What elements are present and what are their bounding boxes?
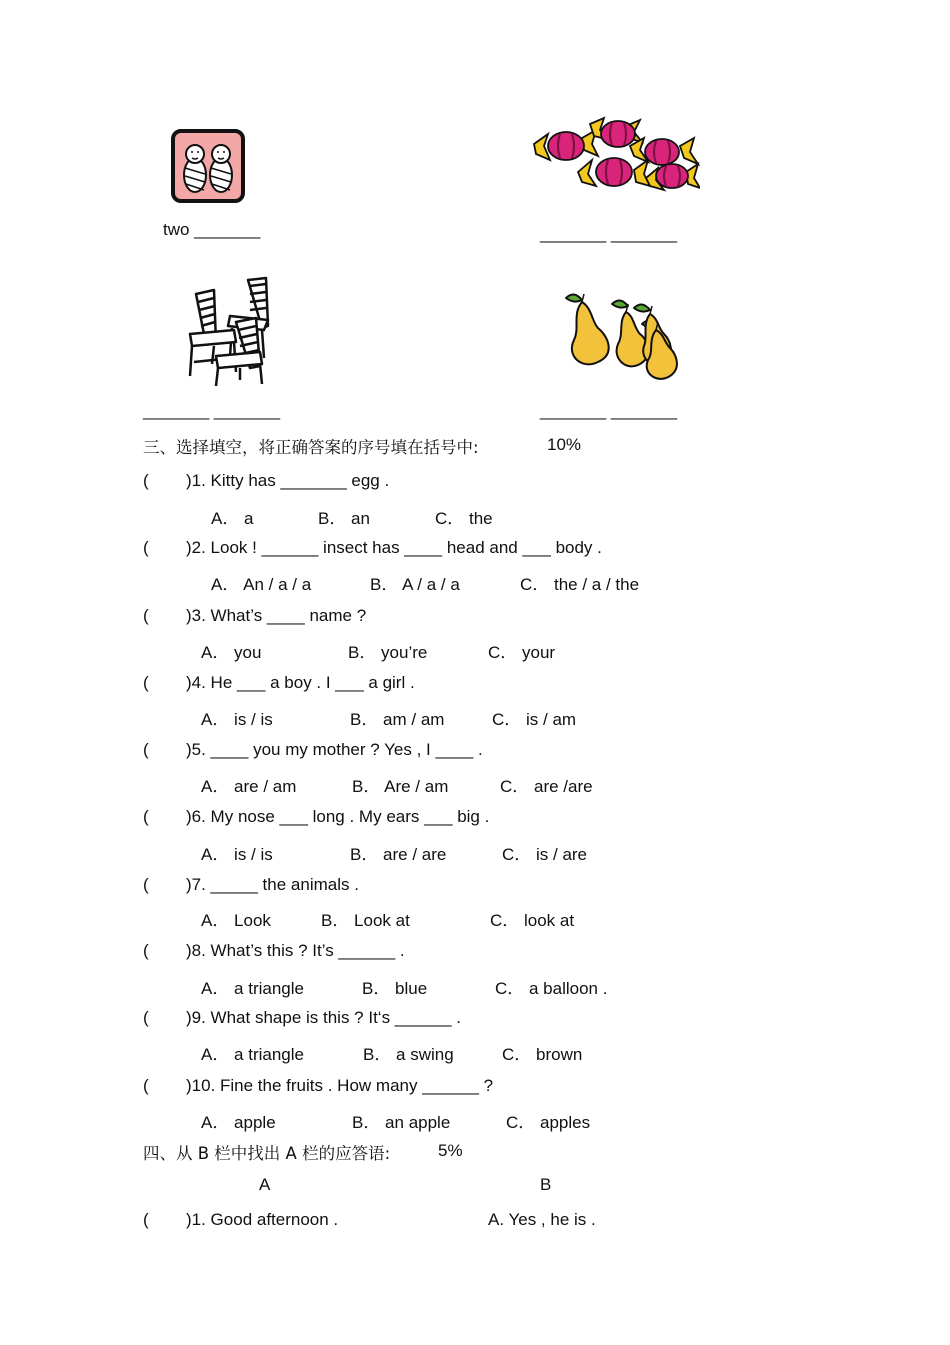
option-b: B． Are / am [352, 777, 449, 796]
question-stem: )3. What’s ____ name ? [186, 606, 367, 625]
answer-paren[interactable]: ( [143, 875, 149, 894]
question-stem: )1. Kitty has _______ egg . [186, 471, 390, 490]
chairs-icon [184, 276, 274, 388]
chairs-picture [184, 276, 274, 393]
option-b: B． Look at [321, 911, 410, 930]
twin-babies-icon [170, 128, 246, 204]
candies-icon [530, 116, 700, 192]
option-c: C． is / are [502, 845, 588, 864]
answer-paren[interactable]: ( [143, 471, 149, 490]
candies-picture [530, 116, 700, 197]
pears-caption: _______ _______ [540, 401, 678, 420]
pears-icon [558, 288, 682, 384]
option-c: C． look at [490, 911, 575, 930]
answer-paren[interactable]: ( [143, 941, 149, 960]
option-b: B． A / a / a [370, 575, 460, 594]
option-c: C． the [435, 509, 493, 528]
answer-paren[interactable]: ( [143, 538, 149, 557]
question-stem: )10. Fine the fruits . How many ______ ? [186, 1076, 494, 1095]
question-stem: )4. He ___ a boy . I ___ a girl . [186, 673, 415, 692]
question-stem: )5. ____ you my mother ? Yes , I ____ . [186, 740, 483, 759]
section3-score: 10% [547, 435, 582, 454]
option-a: A． is / is [201, 710, 273, 729]
pears-picture [558, 288, 682, 389]
match-item-a: )1. Good afternoon . [186, 1210, 339, 1229]
question-stem: )9. What shape is this ? It‘s ______ . [186, 1008, 461, 1027]
question-stem: )2. Look ! ______ insect has ____ head and ___ body . [186, 538, 602, 557]
column-b-header: B [540, 1175, 552, 1194]
option-a: A． are / am [201, 777, 297, 796]
option-b: B． a swing [363, 1045, 454, 1064]
question-stem: )6. My nose ___ long . My ears ___ big . [186, 807, 490, 826]
twin-babies-picture [170, 128, 246, 209]
section4-heading: 四、从 B 栏中找出 A 栏的应答语: [143, 1144, 391, 1163]
section3-heading: 三、选择填空，将正确答案的序号填在括号中: [143, 438, 479, 457]
option-b: B． an apple [352, 1113, 451, 1132]
answer-paren[interactable]: ( [143, 740, 149, 759]
question-stem: )8. What’s this ? It’s ______ . [186, 941, 405, 960]
column-a-header: A [259, 1175, 271, 1194]
option-a: A． An / a / a [211, 575, 312, 594]
option-b: B． are / are [350, 845, 447, 864]
option-c: C． your [488, 643, 556, 662]
section4-score: 5% [438, 1141, 463, 1160]
answer-paren[interactable]: ( [143, 1008, 149, 1027]
option-a: A． a [211, 509, 254, 528]
option-c: C． brown [502, 1045, 583, 1064]
answer-paren[interactable]: ( [143, 673, 149, 692]
answer-paren[interactable]: ( [143, 606, 149, 625]
option-b: B． am / am [350, 710, 445, 729]
answer-paren[interactable]: ( [143, 807, 149, 826]
option-c: C． are /are [500, 777, 593, 796]
option-b: B． an [318, 509, 370, 528]
option-b: B． blue [362, 979, 428, 998]
option-c: C． a balloon . [495, 979, 608, 998]
option-a: A． a triangle [201, 1045, 304, 1064]
option-c: C． the / a / the [520, 575, 640, 594]
option-a: A． you [201, 643, 262, 662]
option-a: A． is / is [201, 845, 273, 864]
answer-paren[interactable]: ( [143, 1076, 149, 1095]
option-b: B． you’re [348, 643, 428, 662]
option-c: C． is / am [492, 710, 577, 729]
match-item-b: A. Yes , he is . [488, 1210, 596, 1229]
option-a: A． Look [201, 911, 271, 930]
chairs-caption: _______ _______ [143, 401, 281, 420]
answer-paren[interactable]: ( [143, 1210, 149, 1229]
question-stem: )7. _____ the animals . [186, 875, 359, 894]
option-c: C． apples [506, 1113, 591, 1132]
option-a: A． apple [201, 1113, 276, 1132]
candies-caption: _______ _______ [540, 224, 678, 243]
babies-caption: two _______ [163, 220, 261, 239]
option-a: A． a triangle [201, 979, 304, 998]
